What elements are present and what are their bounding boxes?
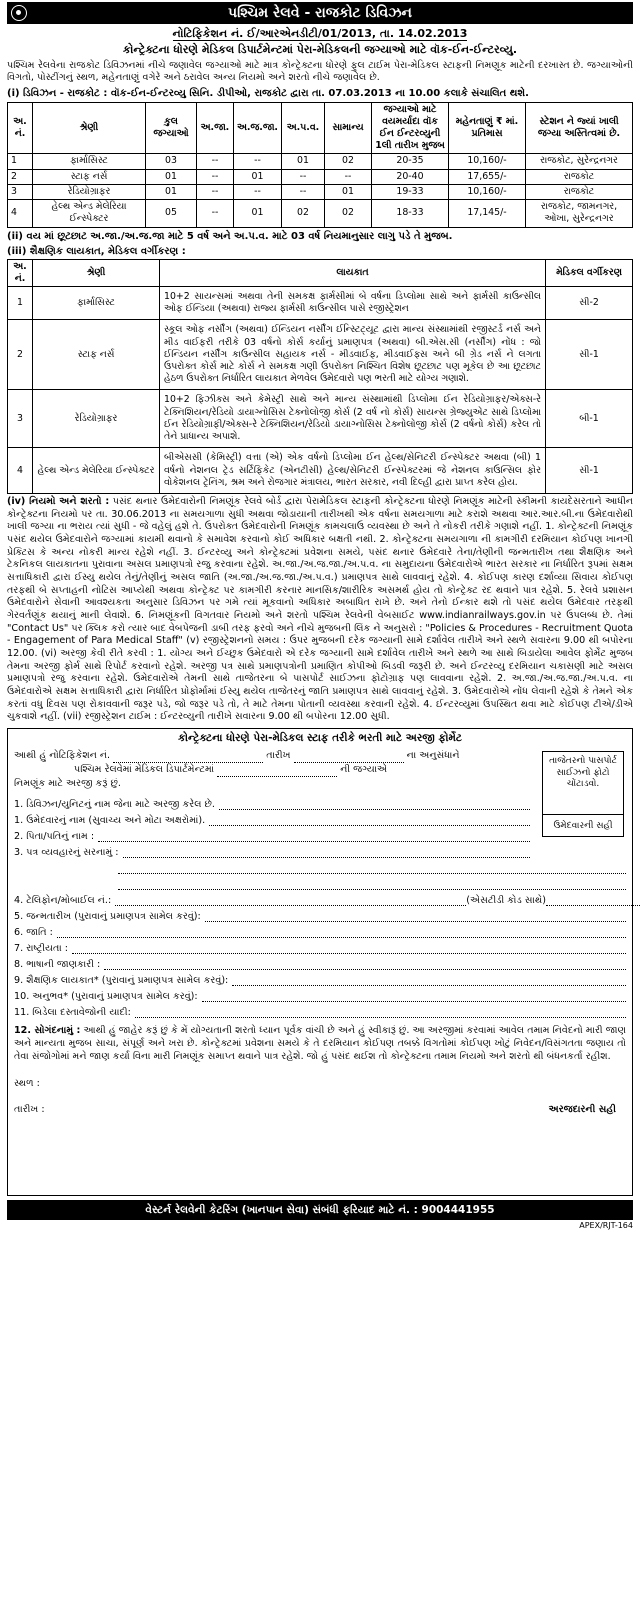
table-cell: રેડિયોગ્રાફર (33, 184, 146, 199)
table-cell: સી-1 (546, 448, 633, 494)
form-field-label: 5. જન્મતારીખ (પુરાવાનું પ્રમાણપત્ર સામેલ કરવું): (14, 911, 201, 923)
table-cell: 1 (8, 286, 33, 319)
form-field[interactable] (14, 813, 626, 829)
intro-paragraph: પશ્ચિમ રેલવેના રાજકોટ ડિવિઝનમાં નીચે જણાવેલ જગ્યાઓ માટે માત્ર કોન્ટ્રેક્ટના ધોરણે ફુલ ટાઈમ પેરા-મેડિકલ સ્ટાફની નિમણૂક માટેની દરખાસ્ત છે. જગ્યાઓની વિગતો, પોસ્ટીંગનું સ્થળ, મહેનતાણું વગેરે અને ઠરાવેલ અન્ય નિયમો અને શરતો નીચે જણાવેલ છે. (7, 59, 633, 84)
declaration: 12. સોગંદનામું : આથી હું જાહેર કરૂં છું કે મેં યોગ્યતાની શરતો ધ્યાન પૂર્વક વાંચી છે અને હું સ્વીકારૂં છું. આ અરજીમાં કરવામાં આવેલ તમામ નિવેદનો મારી જાણ અને માન્યતા મુજબ સાચા, સંપૂર્ણ અને ખરા છે. કોન્ટ્રેક્ટમાં પ્રવેશના સમયે કે તે દરમિયાન કોઈપણ તબક્કે વિગતોમાં કોઈપણ ખોટું નિવેદન/વિસંગતતા જણાય તો તેવા સંજોગોમાં મને જાણ કર્યા વિના મારી નિમણૂંક સમાપ્ત થવાને પાત્ર રહેશે. જો હું પસંદ થઈશ તો કોન્ટ્રેક્ટના તમામ નિયમો અને શરતો થી બંધનકર્તા રહીશ. (14, 1025, 626, 1062)
table-cell: બીએસસી (કેમિસ્ટ્રી) વત્તા (એ) એક વર્ષનો ડિપ્લોમા ઈન હેલ્થ/સેનિટરી ઈન્સ્પેક્ટર અથવા (બી) 1 વર્ષનો નેશનલ ટ્રેડ સર્ટિફિકેટ (એનટીસી) હેલ્થ/સેનિટરી ઈન્સ્પેક્ટરમાં જે નેશનલ કાઉન્સિલ ફોર વોકેશનલ ટ્રેનિંગ, શ્રમ અને રોજગાર મંત્રાલય, ભારત સરકાર, નવી દિલ્હી દ્વારા પ્રાપ્ત કરેલ હોય. (160, 448, 546, 494)
vacancy-header-cell: સામાન્ય (325, 102, 372, 154)
form-field[interactable] (14, 829, 626, 845)
table-cell: રાજકોટ, સુરેન્દ્રનગર (526, 154, 633, 169)
vacancy-header-cell: અ.પ.વ. (282, 102, 325, 154)
form-field-line[interactable] (232, 973, 626, 986)
form-field-label: 6. જાતિ : (14, 927, 53, 939)
point-2: (ii) વય માં છૂટછાટ અ.જા./અ.જ.જા માટે 5 વર્ષ અને અ.પ.વ. માટે 03 વર્ષ નિયમાનુસાર લાગુ પડે તે મુજબ. (7, 230, 453, 242)
table-cell: રાજકોટ (526, 184, 633, 199)
table-cell: -- (196, 169, 233, 184)
form-field[interactable] (14, 1005, 626, 1021)
vacancy-header-cell: શ્રેણી (33, 102, 146, 154)
table-cell: 01 (145, 184, 196, 199)
table-cell: 20-35 (372, 154, 449, 169)
point-3: (iii) શૈક્ષણિક લાયકાત, મેડિકલ વર્ગીકરણ : (7, 245, 186, 257)
table-cell: 02 (325, 200, 372, 227)
vacancy-header-cell: અ.જા. (196, 102, 233, 154)
form-line-1: આથી હું નોટિફિકેશન નં. તારીખ ના અનુસંધાને (14, 750, 460, 762)
publication-code: APEX/RJT-164 (579, 1220, 633, 1230)
table-row (8, 286, 633, 319)
vacancy-table-header (8, 102, 633, 154)
table-cell: 2 (8, 169, 33, 184)
table-cell: 17,145/- (449, 200, 526, 227)
vacancy-header-cell: મહેનતાણું ₹ માં. પ્રતિમાસ (449, 102, 526, 154)
application-form (7, 728, 633, 1196)
table-cell: સ્ટાફ નર્સ (33, 169, 146, 184)
table-cell: સી-2 (546, 286, 633, 319)
form-title: કોન્ટ્રેક્ટના ધોરણે પેરા-મેડિકલ સ્ટાફ તરીકે ભરતી માટે અરજી ફોર્મેટ (177, 731, 463, 744)
form-field-line[interactable] (98, 829, 530, 842)
form-field-line[interactable] (209, 813, 530, 826)
form-field-line[interactable] (205, 909, 626, 922)
form-field-line[interactable] (202, 989, 626, 1002)
form-field[interactable] (14, 989, 626, 1005)
table-cell: સ્ટાફ નર્સ (33, 320, 160, 390)
form-field-label: 8. ભાષાની જાણકારી : (14, 959, 101, 971)
form-field-line[interactable] (546, 893, 626, 906)
qualification-header-cell: મેડિકલ વર્ગીકરણ (546, 259, 633, 286)
table-cell: 01 (233, 200, 281, 227)
form-field-line[interactable] (118, 861, 626, 874)
table-cell: રાજકોટ, જામનગર, ઓખા, સુરેન્દ્રનગર (526, 200, 633, 227)
table-cell: 01 (325, 184, 372, 199)
table-cell: -- (196, 184, 233, 199)
table-cell: 01 (282, 154, 325, 169)
table-cell: 17,655/- (449, 169, 526, 184)
table-cell: 3 (8, 184, 33, 199)
form-field[interactable] (14, 973, 626, 989)
qualification-table-body (8, 286, 633, 493)
table-cell: 3 (8, 390, 33, 448)
table-cell: રેડિયોગ્રાફર (33, 390, 160, 448)
qualification-table-header (8, 259, 633, 286)
form-field-label: 10. અનુભવ* (પુરાવાનું પ્રમાણપત્ર સામેલ કરવું): (14, 991, 198, 1003)
applicant-signature: અરજદારની સહી (548, 1104, 616, 1116)
vacancy-header-cell: સ્ટેશન ને જ્યાં ખાલી જગ્યા અસ્તિત્વમાં છે. (526, 102, 633, 154)
candidate-signature-box: ઉમેદવારની સહી (542, 815, 624, 837)
form-field-label: 1. ડિવિઝન/યુનિટનું નામ જેના માટે અરજી કરેલ છે. (14, 799, 215, 811)
form-field-line[interactable] (135, 1005, 626, 1018)
table-cell: 10,160/- (449, 184, 526, 199)
table-cell: 10+2 સાયન્સમાં અથવા તેની સમકક્ષ ફાર્મસીમાં બે વર્ષના ડિપ્લોમા સાથે અને ફાર્મસી કાઉન્સીલ ઓફ ઈન્ડિયા (અથવા) રાજ્ય ફાર્મસી કાઉન્સીલ પાસે રજીસ્ટ્રેશન (160, 286, 546, 319)
table-cell: 02 (325, 154, 372, 169)
form-field-label (14, 861, 114, 877)
table-cell: 02 (282, 200, 325, 227)
table-cell: 03 (145, 154, 196, 169)
table-cell: ફાર્માસિસ્ટ (33, 154, 146, 169)
table-cell: 4 (8, 448, 33, 494)
table-cell: 2 (8, 320, 33, 390)
place-field[interactable]: સ્થળ : (14, 1078, 40, 1090)
table-cell: બી-1 (546, 390, 633, 448)
table-cell: 10+2 ફિઝીક્સ અને કેમેસ્ટ્રી સાથે અને માન્ય સંસ્થામાંથી ડિપ્લોમા ઈન રેડિયોગ્રાફર/એક્સ-રે ટેક્નિશિયન/રેડિયો ડાયાગ્નોસિસ ટેક્નોલોજી કોર્સ (2 વર્ષ નો કોર્સ) સાયન્સ ગ્રેજ્યુએટ સાથે ડિપ્લોમા ઈન રેડિયોગ્રાફી/એક્સ-રે ટેક્નિશિયન/રેડિયો ડાયાગ્નોસિસ ટેક્નોલોજી કોર્સ (2 વર્ષનો કોર્સ) કરેલ તો તેને પ્રાધાન્ય અપાશે. (160, 390, 546, 448)
table-cell: -- (196, 200, 233, 227)
table-cell: હેલ્થ એન્ડ મેલેરિયા ઈન્સ્પેક્ટર (33, 200, 146, 227)
table-cell: 01 (145, 169, 196, 184)
form-field-line[interactable] (57, 925, 626, 938)
form-field-line[interactable] (123, 845, 530, 858)
table-row (8, 320, 633, 390)
qualification-header-cell: અ. નં. (8, 259, 33, 286)
form-line-3: નિમણૂંક માટે અરજી કરૂં છું. (14, 778, 121, 790)
vacancy-header-cell: જગ્યાઓ માટે વયમર્યાદા વૉક ઈન ઈન્ટરવ્યુની 1લી તારીખ મુજબ (372, 102, 449, 154)
table-cell: સી-1 (546, 320, 633, 390)
table-row (8, 390, 633, 448)
form-fields (14, 797, 626, 1021)
form-field-label: 3. પત્ર વ્યવહારનું સરનામું : (14, 847, 119, 859)
terms-label: (iv) નિયમો અને શરતો : (7, 496, 110, 507)
table-cell: હેલ્થ એન્ડ મેલેરિયા ઈન્સ્પેક્ટર (33, 448, 160, 494)
form-line-2: પશ્ચિમ રેલવેમાં મેડિકલ ડિપાર્ટમેન્ટમાં ની જગ્યાએ (74, 764, 388, 776)
std-code-note: (એસટીડી કોડ સાથે) (466, 893, 546, 909)
point-1: (i) ડિવિઝન - રાજકોટ : વૉક-ઈન-ઈન્ટરવ્યુ સિનિ. ડીપીઓ, રાજકોટ દ્વારા તા. 07.03.2013 ના 10.00 કલાકે સંચાલિત થશે. (7, 87, 529, 99)
form-field-label: 11. બિડેલા દસ્તાવેજોની યાદી: (14, 1007, 131, 1019)
notice-subtitle: કોન્ટ્રેક્ટના ધોરણે મેડિકલ ડિપાર્ટમેન્ટમાં પેરા-મેડિકલની જગ્યાઓ માટે વૉક-ઈન-ઈન્ટરવ્યુ. (122, 43, 518, 57)
form-field[interactable] (14, 877, 626, 893)
table-row (8, 448, 633, 494)
photo-box: તાજેતરનો પાસપોર્ટ સાઈઝનો ફોટો ચોંટાડવો. (542, 751, 624, 815)
form-field[interactable] (14, 797, 626, 813)
notification-date-field[interactable] (294, 752, 404, 763)
table-cell: 19-33 (372, 184, 449, 199)
form-field[interactable] (14, 861, 626, 877)
vacancy-table (7, 102, 633, 228)
table-cell: 20-40 (372, 169, 449, 184)
form-field[interactable] (14, 925, 626, 941)
table-cell: -- (233, 154, 281, 169)
vacancy-table-body (8, 154, 633, 227)
table-cell: ફાર્માસિસ્ટ (33, 286, 160, 319)
page-title: પશ્ચિમ રેલવે - રાજકોટ ડિવિઝન (228, 5, 412, 21)
form-field-line[interactable] (219, 797, 530, 810)
table-row (8, 200, 633, 227)
post-name-field[interactable] (217, 766, 337, 777)
vacancy-header-cell: કુલ જગ્યાઓ (145, 102, 196, 154)
form-field[interactable] (14, 941, 626, 957)
vacancy-header-cell: અ. નં. (8, 102, 33, 154)
table-row (8, 169, 633, 184)
qualification-table (7, 259, 633, 495)
form-field-label: 2. પિતા/પતિનું નામ : (14, 831, 95, 843)
table-cell: -- (325, 169, 372, 184)
table-cell: 01 (233, 169, 281, 184)
notification-no-field[interactable] (113, 752, 263, 763)
form-field[interactable] (14, 893, 626, 909)
railway-logo-icon (11, 5, 27, 21)
qualification-header-cell: શ્રેણી (33, 259, 160, 286)
table-cell: -- (282, 169, 325, 184)
terms-and-conditions (7, 496, 633, 724)
table-cell: રાજકોટ (526, 169, 633, 184)
terms-text: પસંદ થનાર ઉમેદવારોની નિમણૂંક રેલવે બોર્ડ દ્વારા પેરામેડિકલ સ્ટાફની કોન્ટ્રેક્ટના ધોરણે નિમણૂંક માટેની સ્કીમની કાયદેસરતાને આધીન કોન્ટ્રેક્ટના નિયમો પર તા. 30.06.2013 ના સમયગાળા સુધી અથવા જોડાયાની તારીખથી એક વર્ષના સમયગાળા માટે કરાશે અથવા આર.આર.બી.ના ઉમેદવારોથી ખાલી જગ્યા ના ભરાય ત્યાં સુધી - જે વહેલું હશે તે. ઉપરોક્ત ઉમેદવારોની નિમણૂંક કામચલાઉ વ્યવસ્થા છે અને તે નોકરી તરીકે ગણાશે નહીં. 1. કોન્ટ્રેક્ટની નિમણૂંક પસંદ થયેલ ઉમેદવારોને જગ્યામાં કાયમી થવાનો કે સમાવેશ કરવાનો કોઈ અધિકાર બક્ષતી નથી. 2. કોન્ટ્રેક્ટના સમયગાળા ની કામગીરી દરમિયાન કોઈપણ ખાનગી પ્રેક્ટિસ કે અન્ય નોકરી માન્ય રહેશે નહીં. 3. ઈન્ટરવ્યુ અને કોન્ટ્રેક્ટમાં પ્રવેશના સમયે, પસંદ થનાર ઉમેદવારે તેના/તેણીની જન્મતારીખ તથા શૈક્ષણિક અને ટેકનિકલ લાયકાતના પુરાવાના અસલ પ્રમાણપત્રો રજુ કરવાના રહેશે. અ.જા./અ.જ.જા./અ.પ.વ. ના સમુદાયના ઉમેદવારોએ ભારત સરકાર ના નિર્ધારિત રૂપમાં સક્ષમ સત્તાધિકારી દ્વારા ઈસ્યુ થયેલ તેનું/તેણીનું અસલ જાતિ (અ.જા./અ.જ.જા./અ.પ.વ.) પ્રમાણપત્ર સાથે લાવવાનું રહેશે. 4. કોઈપણ કારણ દર્શાવ્યા સિવાય કોઈપણ તરફથી બે સપ્તાહની નોટિસ આપ્યેથી અથવા કોન્ટ્રેક્ટ પર કામગીરી કરનાર માનસિક/શારીરિક અસમર્થ હોય તો કોન્ટ્રેક્ટ રદ થવાને પાત્ર રહેશે. 5. રેલવે પ્રશાસન ઉમેદવારોને સેવાની આવશ્યકતા અનુસાર ડિવિઝન પર ગમે ત્યાં મૂકવાનો અધિકાર અબાધિત રાખે છે. અને તેનો ઈન્કાર થશે તો પસંદ થયેલ ઉમેદવાર તરફથી ગેરવર્તણૂંક થયાનું માની લેવાશે. 6. નિમણૂંકની વિગતવાર નિયમો અને શરતો પશ્ચિમ રેલવેની વેબસાઈટ www.indianrailways.gov.in પર ઉપલબ્ધ છે. તેમાં "Contact Us" પર ક્લિક કરો ત્યાર બાદ વેબપેજની ડાબી તરફ ફરવો અને નીચે મુજબની લિંક ને અનુસરો : "Policies & Procedures - Recruitment Quota - Engagement of Para Medical Staff" (v) રજીસ્ટ્રેશનનો સમય : ઉપર મુજબની દરેક જગ્યાની સામે દર્શાવેલ તારીખે અને સ્થળે સવારના 9.00 થી બપોરના 12.00. (vi) અરજી કેવી રીતે કરવી : 1. યોગ્ય અને ઈચ્છુક ઉમેદવારો એ દરેક જગ્યાની સામે દર્શાવેલ તારીખે અને સ્થળે આ સાથે બિડાયેલા આવેલ ફોર્મેટ મુજબ તેમના અરજી ફોર્મ સાથે રિપોર્ટ કરવાનો રહેશે. અરજી પત્ર સાથે પ્રમાણપત્રોની પ્રમાણિત કોપીઓ બિડવી જરૂરી છે. અને ઈન્ટરવ્યુ દરમિયાન ચકાસણી માટે અસલ પ્રમાણપત્રો રજુ કરવાના રહેશે. ઉમેદવારોએ તેમની સાથે તાજેતરના બે પાસપોર્ટ સાઈઝના ફોટોગ્રાફ પણ લાવવાના રહેશે. 2. અ.જા./અ.જ.જા./અ.પ.વ. ના ઉમેદવારોએ સક્ષમ સત્તાધિકારી દ્વારા નિર્ધારિત પ્રોફોર્મામાં ઈસ્યુ થયેલ તાજેતરનું જાતિ પ્રમાણપત્ર સાથે લાવવાનું રહેશે. 3. ઉમેદવારોએ નોંધ લેવાની રહેશે કે તેમને એક કરતાં વધુ દિવસ પણ રોકાવવાની જરૂર પડે, જો જરૂર પડે તો, તે માટે તેમના પોતાની વ્યવસ્થા કરવાની રહેશે. 4. ઈન્ટરવ્યુમાં ઉપસ્થિત થવા માટે કોઈપણ ટીએ/ડીએ ચુકવાશે નહીં. (vii) રજીસ્ટ્રેશન ટાઈમ : ઈન્ટરવ્યુની તારીખે સવારના 9.00 થી બપોરના 12.00 સુધી. (7, 496, 633, 723)
complaint-footer: વેસ્ટર્ન રેલવેની કેટરિંગ (ખાનપાન સેવા) સંબંધી ફરિયાદ માટે નં. : 9004441955 (7, 1200, 633, 1220)
form-field-line[interactable] (72, 941, 626, 954)
table-cell: 18-33 (372, 200, 449, 227)
form-field-label: 9. શૈક્ષણિક લાયકાત* (પુરાવાનું પ્રમાણપત્ર સામેલ કરવું): (14, 975, 229, 987)
table-cell: 05 (145, 200, 196, 227)
date-field[interactable]: તારીખ : અરજદારની સહી (14, 1104, 616, 1116)
form-field-line[interactable] (118, 877, 626, 890)
header-banner (7, 2, 633, 24)
table-cell: -- (233, 184, 281, 199)
form-field-label: 1. ઉમેદવારનું નામ (સુવાચ્ય અને મોટા અક્ષરોમાં). (14, 815, 206, 827)
table-row (8, 154, 633, 169)
qualification-header-cell: લાયકાત (160, 259, 546, 286)
form-field-label: 4. ટેલિફોન/મોબાઈલ નં.: (14, 895, 112, 907)
table-cell: -- (282, 184, 325, 199)
form-field[interactable] (14, 957, 626, 973)
notification-number: નોટિફિકેશન નં. ઈ/આરએનડીટી/01/2013, તા. 14.02.2013 (172, 27, 468, 40)
form-field-line[interactable] (104, 957, 626, 970)
form-field[interactable] (14, 845, 626, 861)
form-field[interactable] (14, 909, 626, 925)
table-cell: -- (196, 154, 233, 169)
table-cell: 1 (8, 154, 33, 169)
table-cell: 10,160/- (449, 154, 526, 169)
table-row (8, 184, 633, 199)
form-field-label: 7. રાષ્ટ્રીયતા : (14, 943, 68, 955)
advertisement (7, 2, 633, 1231)
vacancy-header-cell: અ.જ.જા. (233, 102, 281, 154)
table-cell: સ્કૂલ ઓફ નર્સીંગ (અથવા) ઈન્ડિયન નર્સીંગ ઈન્સ્ટિટ્યૂટ દ્વારા માન્ય સંસ્થામાંથી રજીસ્ટર્ડ નર્સ અને મીડ વાઈફરી તરીકે 03 વર્ષનો કોર્સ કર્યાનું પ્રમાણપત્ર (અથવા) બી.એસ.સી (નર્સીંગ) નોંધ : જો ઈન્ડિયન નર્સીંગ કાઉન્સીલ સહાયક નર્સ - મીડવાઈફ, મીડવાઈફ્સ અને બી ગ્રેડ નર્સ ને લગતા ઉપરોક્ત કોર્સ માટે કોર્સ ને સમકક્ષ ગણી ઉપરોક્ત નિશ્ચિત વિશેષ છૂટછાટ પણ મૂકેલ છે આ છૂટછાટ હેઠળ ઉપરોક્ત નિર્ધારિત લાયકાત મેળવેલ ઉમેદવારો પણ ભરતી માટે યોગ્ય ગણાશે. (160, 320, 546, 390)
table-cell: 4 (8, 200, 33, 227)
form-field-label (14, 877, 114, 893)
